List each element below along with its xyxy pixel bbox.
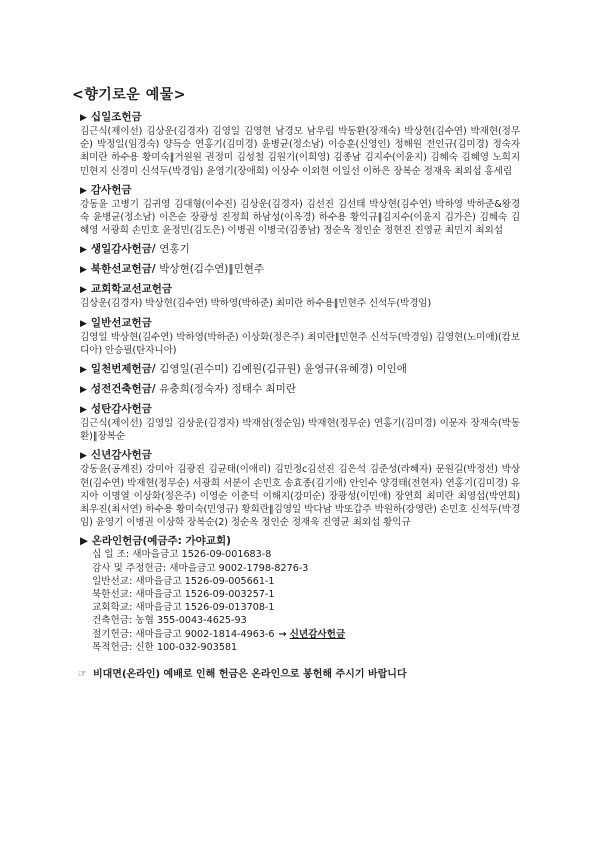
account-row xyxy=(92,641,520,654)
bullet-triangle-icon: ▶ xyxy=(80,318,87,329)
account-label: 감사 및 주정헌금: xyxy=(92,562,167,574)
account-label: 절기헌금: xyxy=(92,628,133,640)
section-heading xyxy=(80,402,520,417)
account-row xyxy=(92,588,520,601)
section-donor-list: 김영일 박상현(김수연) 박하영(박하준) 이상화(정은주) 최미란‖민현주 신석두(박경임) 김영현(노미애)(캄보디아) 안승필(탄자니아) xyxy=(80,331,520,356)
bullet-triangle-icon: ▶ xyxy=(80,535,89,548)
section-heading xyxy=(80,382,520,397)
section-heading xyxy=(80,242,520,257)
account-row xyxy=(92,614,520,627)
section-donors: 연홍기 xyxy=(159,243,190,256)
section-title: 성탄감사헌금 xyxy=(90,403,152,416)
section-heading xyxy=(80,362,520,377)
section-title: 감사헌금 xyxy=(90,183,132,196)
bullet-triangle-icon: ▶ xyxy=(80,405,87,416)
offering-section xyxy=(80,382,520,397)
section-heading xyxy=(80,262,520,277)
offering-content xyxy=(80,110,520,682)
account-purpose-highlight: 신년감사헌금 xyxy=(289,628,346,640)
section-donors: 김영일(권수미) 김예원(김규원) 윤영규(유혜경) 이인애 xyxy=(159,363,407,376)
account-row xyxy=(92,562,520,575)
account-number: 새마을금고 9002-1814-4963-6 xyxy=(135,628,275,640)
account-label: 교회학교: xyxy=(92,602,133,614)
section-title: 성전건축헌금/ xyxy=(90,383,156,396)
account-number: 새마을금고 1526-09-013708-1 xyxy=(135,602,275,614)
section-title: 신년감사헌금 xyxy=(90,449,152,462)
account-row xyxy=(92,601,520,614)
section-title: 북한선교헌금/ xyxy=(90,263,156,276)
bullet-triangle-icon: ▶ xyxy=(80,285,87,296)
online-offering-title: 온라인헌금(예금주: 가야교회) xyxy=(91,535,231,548)
section-donors: 박상현(김수연)‖민현주 xyxy=(159,263,265,276)
pointing-hand-icon: ☞ xyxy=(78,669,87,681)
bullet-triangle-icon: ▶ xyxy=(80,113,87,123)
offering-section xyxy=(80,282,520,310)
bullet-triangle-icon: ▶ xyxy=(80,185,87,196)
account-number: 새마을금고 1526-09-003257-1 xyxy=(135,589,275,601)
bullet-triangle-icon: ▶ xyxy=(80,245,87,256)
offering-section xyxy=(80,242,520,257)
notice-text: 비대면(온라인) 예배로 인해 헌금은 온라인으로 봉헌해 주시기 바랍니다 xyxy=(92,669,407,681)
offering-sections xyxy=(80,110,520,529)
online-offering-section xyxy=(80,534,520,654)
bullet-triangle-icon: ▶ xyxy=(80,265,87,276)
account-list xyxy=(92,548,520,654)
account-number: 농협 355-0043-4625-93 xyxy=(135,615,247,627)
right-arrow-icon: → xyxy=(278,628,287,640)
section-heading xyxy=(80,183,520,198)
section-donor-list: 김근식(제이선) 김영일 김상운(김경자) 박재삼(정순임) 박재현(정무순) 연홍기(김미경) 이문자 장재숙(박동환)‖장복순 xyxy=(80,418,520,443)
account-label: 일반선교: xyxy=(92,575,133,587)
bullet-triangle-icon: ▶ xyxy=(80,385,87,396)
online-offering-heading xyxy=(80,534,520,548)
account-label: 건축헌금: xyxy=(92,615,133,627)
section-donor-list: 강동윤(공계진) 강미아 김광진 김균태(이애리) 김민정c김선진 김은석 김준성(라혜자) 문원길(박정선) 박상현(김수연) 박재현(정무순) 서광희 서분이 손민호 송효종(김기애) 안인수 양경태(전현자) 연홍기(김미경) 유지아 이명열 이상화(정은주) 이영순 이춘덕 이해지(강미순) 장광성(이민애) 장연희 최미란 최영섭(박연희) 최우진(최서연) 하수용 황미숙(민영규) 황희란‖김영일 박다남 박또갑주 박원하(강영란) 손민호 신석두(박경임) 윤영기 이병권 이상학 장복순(2) 정순옥 정인순 정재욱 진영균 최외섭 황익규 xyxy=(80,464,520,529)
offering-section xyxy=(80,362,520,377)
section-title: 교회학교선교헌금 xyxy=(90,283,173,296)
section-title: 생일감사헌금/ xyxy=(90,243,156,256)
bullet-triangle-icon: ▶ xyxy=(80,365,87,376)
section-heading xyxy=(80,282,520,297)
offering-section xyxy=(80,448,520,529)
section-title: 일천번제헌금/ xyxy=(90,363,156,376)
account-label: 십 일 조: xyxy=(92,549,130,561)
account-row xyxy=(92,628,520,641)
offering-section xyxy=(80,110,520,178)
offering-section xyxy=(80,402,520,443)
section-donor-list: 김상운(김경자) 박상현(김수연) 박하영(박하준) 최미란 하수용‖민현주 신석두(박경임) xyxy=(80,298,432,310)
account-label: 목적헌금: xyxy=(92,641,133,653)
bullet-triangle-icon: ▶ xyxy=(80,451,87,462)
section-donors: 유충희(정숙자) 정태수 최미란 xyxy=(159,383,296,396)
section-title: 일반선교헌금 xyxy=(90,316,152,329)
account-row xyxy=(92,575,520,588)
notice xyxy=(78,668,520,682)
section-title: 십일조헌금 xyxy=(90,111,142,123)
page-title: <향기로운 예물> xyxy=(72,87,186,103)
offering-section xyxy=(80,262,520,277)
section-donor-list: 강동윤 고병기 김귀영 김대형(이수진) 김상운(김경자) 김선진 김선태 박상현(김수연) 박하영 박하준&왕경숙 윤병균(정소남) 이은순 장광성 진정희 하남성(이옥경) 하수용 황익규‖김지수(이윤지 김가은) 김혜숙 김혜영 서광희 손민호 윤정민(김도은) 이병권 이병국(김종남) 정순옥 정인순 정현진 진영균 최민지 최외섭 xyxy=(80,198,520,237)
account-row xyxy=(92,548,520,561)
offering-section xyxy=(80,183,520,238)
section-heading xyxy=(80,110,520,125)
account-number: 신한 100-032-903581 xyxy=(135,641,238,653)
offering-section xyxy=(80,316,520,357)
account-label: 북한선교: xyxy=(92,589,133,601)
section-heading xyxy=(80,448,520,463)
section-donor-list: 김근식(제이선) 김상운(김경자) 김영일 김영현 남경모 남우림 박동환(장재숙) 박상현(김수연) 박재현(정무순) 박정일(임경숙) 양득승 연홍기(김미경) 윤병균(정소남) 이승훈(신영인) 정해원 전인규(김미경) 정숙자 최미란 하수용 황미숙‖거원원 권정미 김성철 김원기(이희영) 김종남 김지수(이윤지) 김혜숙 김혜영 노희지 민현지 신경미 신석두(박경임) 윤영기(장애희) 이상수 이외현 이일선 이하은 장복순 정재욱 최외섭 홍세림 xyxy=(80,126,520,177)
account-number: 새마을금고 1526-09-001683-8 xyxy=(132,549,272,561)
account-number: 새마을금고 9002-1798-8276-3 xyxy=(169,562,309,574)
account-number: 새마을금고 1526-09-005661-1 xyxy=(135,575,275,587)
section-heading xyxy=(80,316,520,331)
